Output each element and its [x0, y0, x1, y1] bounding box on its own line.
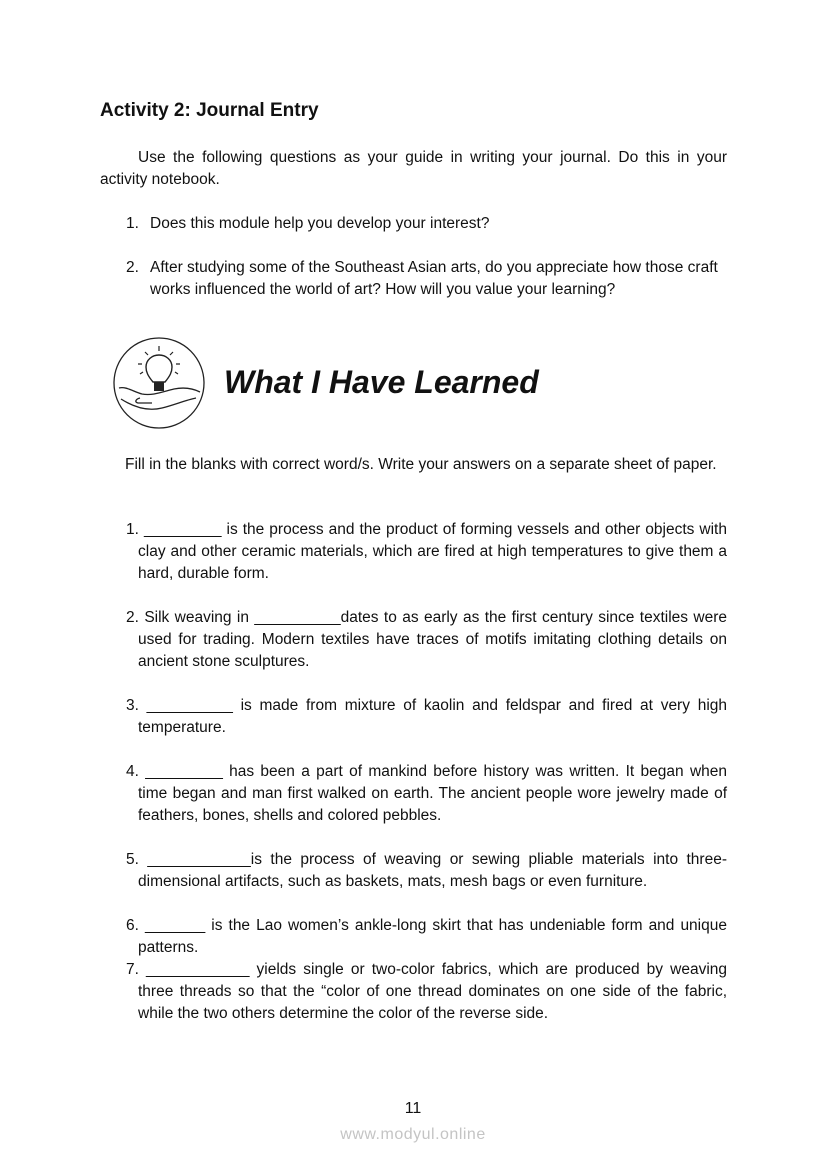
fill-blank-item: 1. _________ is the process and the product of forming vessels and other objects with clay and other ceramic materials, which are fired at high temperatures to give them a hard, durable form.	[126, 521, 727, 582]
fill-blank-item: 6. _______ is the Lao women’s ankle-long skirt that has undeniable form and unique patterns.	[126, 917, 727, 956]
fill-blank-item: 4. _________ has been a part of mankind before history was written. It began when time began and man first walked on earth. The ancient people wore jewelry made of feathers, bones, shells and colored pebbles.	[126, 763, 727, 824]
fill-blank-item: 5. ____________is the process of weaving or sewing pliable materials into three-dimensional artifacts, such as baskets, mats, mesh bags or even furniture.	[126, 851, 727, 890]
question-text: Does this module help you develop your interest?	[150, 215, 490, 232]
watermark: www.modyul.online	[340, 1126, 486, 1143]
fill-blank-item: 3. __________ is made from mixture of kaolin and feldspar and fired at very high temperature.	[126, 697, 727, 736]
question-number: 1.	[126, 215, 139, 232]
activity-title: Activity 2: Journal Entry	[100, 100, 319, 121]
question-text: After studying some of the Southeast Asian arts, do you appreciate how those craft works influenced the world of art? How will you value your learning?	[150, 259, 718, 298]
question-number: 2.	[126, 259, 139, 276]
lightbulb-hand-icon	[112, 336, 206, 430]
activity-instructions: Use the following questions as your guide in writing your journal. Do this in your activity notebook.	[100, 149, 727, 188]
fill-blank-item: 2. Silk weaving in __________dates to as early as the first century since textiles were used for trading. Modern textiles have traces of motifs imitating clothing details on ancient stone sculptures.	[126, 609, 727, 670]
fill-blank-item: 7. ____________ yields single or two-color fabrics, which are produced by weaving three threads so that the “color of one thread dominates on one side of the fabric, while the two others determine the color of the reverse side.	[126, 961, 727, 1022]
section-instructions: Fill in the blanks with correct word/s. Write your answers on a separate sheet of paper.	[125, 456, 717, 473]
section-heading: What I Have Learned	[224, 364, 539, 400]
page-number: 11	[404, 1100, 422, 1117]
question-item	[126, 213, 726, 235]
question-item	[126, 257, 726, 301]
